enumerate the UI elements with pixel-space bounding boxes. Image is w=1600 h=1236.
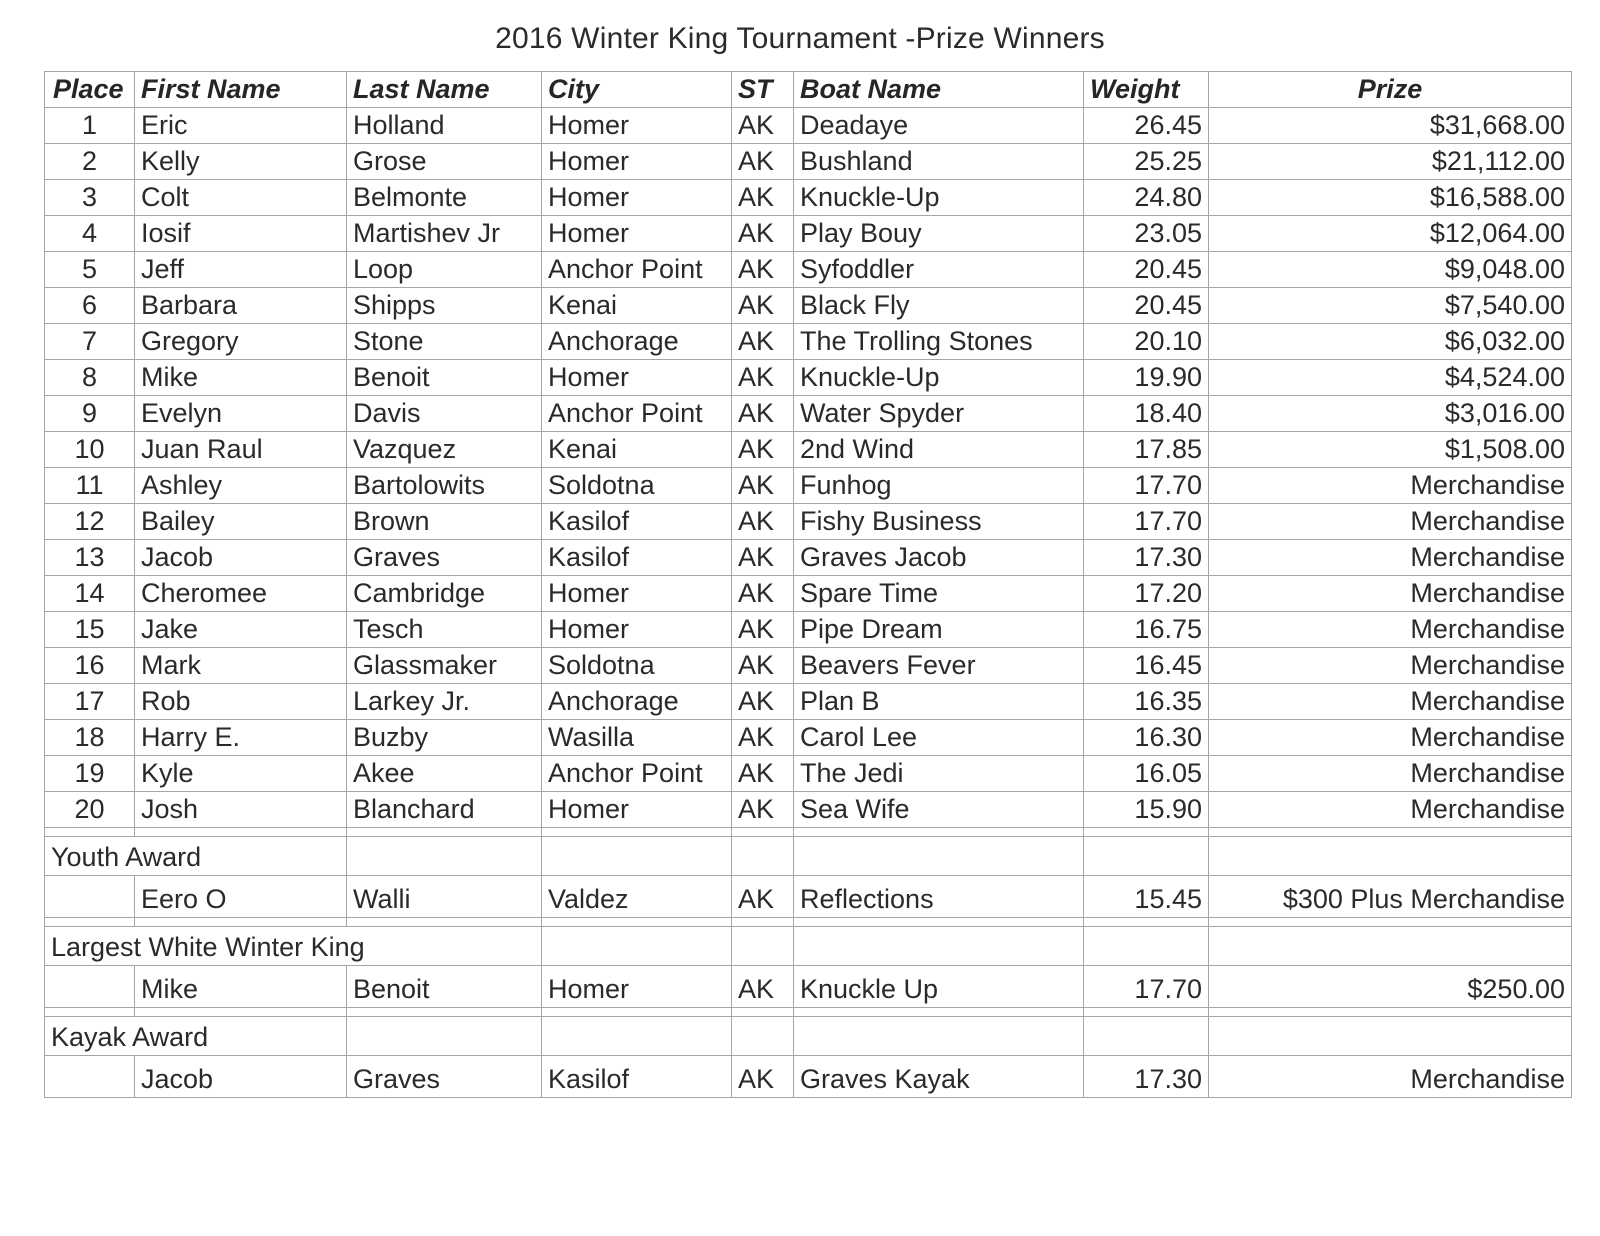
spacer-cell bbox=[542, 828, 732, 837]
prize-cell: $31,668.00 bbox=[1209, 108, 1572, 144]
state-cell: AK bbox=[732, 396, 794, 432]
prize-cell: Merchandise bbox=[1209, 576, 1572, 612]
state-cell: AK bbox=[732, 876, 794, 918]
weight-cell: 23.05 bbox=[1084, 216, 1209, 252]
spacer-cell bbox=[1209, 918, 1572, 927]
prize-cell: Merchandise bbox=[1209, 648, 1572, 684]
column-header-prize: Prize bbox=[1209, 72, 1572, 108]
spacer-cell bbox=[135, 828, 347, 837]
last-name-cell: Brown bbox=[347, 504, 542, 540]
spacer-cell bbox=[347, 1008, 542, 1017]
state-cell: AK bbox=[732, 504, 794, 540]
prize-cell: $3,016.00 bbox=[1209, 396, 1572, 432]
weight-cell: 20.45 bbox=[1084, 288, 1209, 324]
empty-cell bbox=[1209, 927, 1572, 966]
last-name-cell: Martishev Jr bbox=[347, 216, 542, 252]
award-title: Youth Award bbox=[45, 837, 347, 876]
spacer-cell bbox=[347, 828, 542, 837]
boat-name-cell: Knuckle-Up bbox=[794, 360, 1084, 396]
table-row bbox=[45, 144, 1572, 180]
prize-cell: Merchandise bbox=[1209, 792, 1572, 828]
weight-cell: 20.10 bbox=[1084, 324, 1209, 360]
first-name-cell: Evelyn bbox=[135, 396, 347, 432]
state-cell: AK bbox=[732, 324, 794, 360]
column-header-city: City bbox=[542, 72, 732, 108]
city-cell: Soldotna bbox=[542, 468, 732, 504]
spacer-cell bbox=[1084, 918, 1209, 927]
award-heading-row bbox=[45, 1017, 1572, 1056]
place-cell: 14 bbox=[45, 576, 135, 612]
boat-name-cell: Reflections bbox=[794, 876, 1084, 918]
empty-cell bbox=[1209, 837, 1572, 876]
first-name-cell: Jake bbox=[135, 612, 347, 648]
boat-name-cell: Fishy Business bbox=[794, 504, 1084, 540]
weight-cell: 26.45 bbox=[1084, 108, 1209, 144]
city-cell: Wasilla bbox=[542, 720, 732, 756]
prize-cell: $300 Plus Merchandise bbox=[1209, 876, 1572, 918]
prize-cell: $21,112.00 bbox=[1209, 144, 1572, 180]
city-cell: Anchor Point bbox=[542, 756, 732, 792]
winners-list bbox=[45, 108, 1572, 828]
prize-cell: $4,524.00 bbox=[1209, 360, 1572, 396]
last-name-cell: Bartolowits bbox=[347, 468, 542, 504]
prize-cell: $7,540.00 bbox=[1209, 288, 1572, 324]
city-cell: Valdez bbox=[542, 876, 732, 918]
boat-name-cell: The Jedi bbox=[794, 756, 1084, 792]
first-name-cell: Iosif bbox=[135, 216, 347, 252]
empty-cell bbox=[1209, 1017, 1572, 1056]
award-heading-row bbox=[45, 927, 1572, 966]
weight-cell: 24.80 bbox=[1084, 180, 1209, 216]
prize-cell: Merchandise bbox=[1209, 612, 1572, 648]
prize-cell: $1,508.00 bbox=[1209, 432, 1572, 468]
place-cell: 1 bbox=[45, 108, 135, 144]
table-row bbox=[45, 648, 1572, 684]
prize-cell: $16,588.00 bbox=[1209, 180, 1572, 216]
column-header-place: Place bbox=[45, 72, 135, 108]
state-cell: AK bbox=[732, 576, 794, 612]
last-name-cell: Walli bbox=[347, 876, 542, 918]
column-header-boat-name: Boat Name bbox=[794, 72, 1084, 108]
prize-cell: $9,048.00 bbox=[1209, 252, 1572, 288]
city-cell: Kasilof bbox=[542, 504, 732, 540]
spacer-row bbox=[45, 918, 1572, 927]
city-cell: Homer bbox=[542, 792, 732, 828]
boat-name-cell: Carol Lee bbox=[794, 720, 1084, 756]
table-row bbox=[45, 756, 1572, 792]
prize-cell: $12,064.00 bbox=[1209, 216, 1572, 252]
first-name-cell: Mike bbox=[135, 966, 347, 1008]
weight-cell: 17.70 bbox=[1084, 504, 1209, 540]
boat-name-cell: The Trolling Stones bbox=[794, 324, 1084, 360]
last-name-cell: Cambridge bbox=[347, 576, 542, 612]
spacer-cell bbox=[45, 1008, 135, 1017]
empty-cell bbox=[347, 1017, 542, 1056]
weight-cell: 17.30 bbox=[1084, 1056, 1209, 1098]
city-cell: Soldotna bbox=[542, 648, 732, 684]
table-row bbox=[45, 684, 1572, 720]
spacer-row bbox=[45, 828, 1572, 837]
city-cell: Homer bbox=[542, 108, 732, 144]
state-cell: AK bbox=[732, 966, 794, 1008]
award-title: Kayak Award bbox=[45, 1017, 347, 1056]
city-cell: Kasilof bbox=[542, 1056, 732, 1098]
prize-cell: Merchandise bbox=[1209, 504, 1572, 540]
first-name-cell: Mark bbox=[135, 648, 347, 684]
city-cell: Anchor Point bbox=[542, 396, 732, 432]
first-name-cell: Jacob bbox=[135, 1056, 347, 1098]
last-name-cell: Shipps bbox=[347, 288, 542, 324]
empty-cell bbox=[1084, 1017, 1209, 1056]
spacer-cell bbox=[794, 828, 1084, 837]
empty-place-cell bbox=[45, 1056, 135, 1098]
weight-cell: 16.75 bbox=[1084, 612, 1209, 648]
city-cell: Homer bbox=[542, 180, 732, 216]
city-cell: Kenai bbox=[542, 432, 732, 468]
spacer-cell bbox=[1209, 828, 1572, 837]
prize-cell: $6,032.00 bbox=[1209, 324, 1572, 360]
place-cell: 7 bbox=[45, 324, 135, 360]
empty-cell bbox=[732, 927, 794, 966]
spacer-cell bbox=[732, 918, 794, 927]
place-cell: 12 bbox=[45, 504, 135, 540]
state-cell: AK bbox=[732, 720, 794, 756]
first-name-cell: Cheromee bbox=[135, 576, 347, 612]
prize-cell: $250.00 bbox=[1209, 966, 1572, 1008]
empty-cell bbox=[542, 1017, 732, 1056]
place-cell: 9 bbox=[45, 396, 135, 432]
table-row bbox=[45, 540, 1572, 576]
empty-cell bbox=[794, 1017, 1084, 1056]
empty-cell bbox=[794, 837, 1084, 876]
last-name-cell: Benoit bbox=[347, 360, 542, 396]
last-name-cell: Belmonte bbox=[347, 180, 542, 216]
spacer-cell bbox=[732, 828, 794, 837]
table-row bbox=[45, 324, 1572, 360]
state-cell: AK bbox=[732, 216, 794, 252]
place-cell: 4 bbox=[45, 216, 135, 252]
place-cell: 2 bbox=[45, 144, 135, 180]
table-row bbox=[45, 360, 1572, 396]
first-name-cell: Kelly bbox=[135, 144, 347, 180]
awards-list bbox=[45, 828, 1572, 1098]
first-name-cell: Mike bbox=[135, 360, 347, 396]
state-cell: AK bbox=[732, 684, 794, 720]
state-cell: AK bbox=[732, 144, 794, 180]
boat-name-cell: Bushland bbox=[794, 144, 1084, 180]
empty-cell bbox=[732, 1017, 794, 1056]
prize-winners-table bbox=[44, 71, 1572, 1098]
last-name-cell: Glassmaker bbox=[347, 648, 542, 684]
place-cell: 10 bbox=[45, 432, 135, 468]
weight-cell: 17.70 bbox=[1084, 966, 1209, 1008]
last-name-cell: Larkey Jr. bbox=[347, 684, 542, 720]
weight-cell: 19.90 bbox=[1084, 360, 1209, 396]
city-cell: Homer bbox=[542, 966, 732, 1008]
last-name-cell: Davis bbox=[347, 396, 542, 432]
empty-place-cell bbox=[45, 966, 135, 1008]
city-cell: Kasilof bbox=[542, 540, 732, 576]
spacer-cell bbox=[135, 1008, 347, 1017]
boat-name-cell: Graves Jacob bbox=[794, 540, 1084, 576]
boat-name-cell: Graves Kayak bbox=[794, 1056, 1084, 1098]
weight-cell: 16.30 bbox=[1084, 720, 1209, 756]
first-name-cell: Eric bbox=[135, 108, 347, 144]
table-row bbox=[45, 432, 1572, 468]
table-row bbox=[45, 720, 1572, 756]
table-row bbox=[45, 504, 1572, 540]
city-cell: Homer bbox=[542, 360, 732, 396]
table-row bbox=[45, 108, 1572, 144]
header-row bbox=[45, 72, 1572, 108]
first-name-cell: Ashley bbox=[135, 468, 347, 504]
weight-cell: 20.45 bbox=[1084, 252, 1209, 288]
table-row bbox=[45, 576, 1572, 612]
city-cell: Anchor Point bbox=[542, 252, 732, 288]
table-row bbox=[45, 612, 1572, 648]
place-cell: 18 bbox=[45, 720, 135, 756]
column-header-state: ST bbox=[732, 72, 794, 108]
weight-cell: 18.40 bbox=[1084, 396, 1209, 432]
place-cell: 19 bbox=[45, 756, 135, 792]
empty-cell bbox=[732, 837, 794, 876]
first-name-cell: Kyle bbox=[135, 756, 347, 792]
place-cell: 16 bbox=[45, 648, 135, 684]
state-cell: AK bbox=[732, 1056, 794, 1098]
last-name-cell: Tesch bbox=[347, 612, 542, 648]
state-cell: AK bbox=[732, 252, 794, 288]
weight-cell: 16.35 bbox=[1084, 684, 1209, 720]
spacer-cell bbox=[1209, 1008, 1572, 1017]
prize-cell: Merchandise bbox=[1209, 684, 1572, 720]
spacer-cell bbox=[135, 918, 347, 927]
last-name-cell: Graves bbox=[347, 1056, 542, 1098]
state-cell: AK bbox=[732, 288, 794, 324]
weight-cell: 17.20 bbox=[1084, 576, 1209, 612]
award-heading-row bbox=[45, 837, 1572, 876]
state-cell: AK bbox=[732, 540, 794, 576]
state-cell: AK bbox=[732, 468, 794, 504]
weight-cell: 16.05 bbox=[1084, 756, 1209, 792]
last-name-cell: Benoit bbox=[347, 966, 542, 1008]
weight-cell: 17.85 bbox=[1084, 432, 1209, 468]
first-name-cell: Jacob bbox=[135, 540, 347, 576]
city-cell: Homer bbox=[542, 576, 732, 612]
table-row bbox=[45, 180, 1572, 216]
prize-cell: Merchandise bbox=[1209, 756, 1572, 792]
place-cell: 13 bbox=[45, 540, 135, 576]
spacer-cell bbox=[45, 828, 135, 837]
last-name-cell: Holland bbox=[347, 108, 542, 144]
place-cell: 17 bbox=[45, 684, 135, 720]
city-cell: Homer bbox=[542, 612, 732, 648]
last-name-cell: Buzby bbox=[347, 720, 542, 756]
first-name-cell: Eero O bbox=[135, 876, 347, 918]
last-name-cell: Loop bbox=[347, 252, 542, 288]
first-name-cell: Colt bbox=[135, 180, 347, 216]
boat-name-cell: Knuckle Up bbox=[794, 966, 1084, 1008]
boat-name-cell: Pipe Dream bbox=[794, 612, 1084, 648]
first-name-cell: Harry E. bbox=[135, 720, 347, 756]
spacer-cell bbox=[542, 1008, 732, 1017]
prize-cell: Merchandise bbox=[1209, 540, 1572, 576]
empty-cell bbox=[794, 927, 1084, 966]
boat-name-cell: 2nd Wind bbox=[794, 432, 1084, 468]
boat-name-cell: Play Bouy bbox=[794, 216, 1084, 252]
award-title: Largest White Winter King bbox=[45, 927, 542, 966]
weight-cell: 16.45 bbox=[1084, 648, 1209, 684]
empty-cell bbox=[542, 927, 732, 966]
city-cell: Homer bbox=[542, 144, 732, 180]
boat-name-cell: Black Fly bbox=[794, 288, 1084, 324]
last-name-cell: Grose bbox=[347, 144, 542, 180]
award-winner-row bbox=[45, 966, 1572, 1008]
boat-name-cell: Beavers Fever bbox=[794, 648, 1084, 684]
spacer-cell bbox=[1084, 1008, 1209, 1017]
boat-name-cell: Knuckle-Up bbox=[794, 180, 1084, 216]
weight-cell: 17.70 bbox=[1084, 468, 1209, 504]
weight-cell: 15.90 bbox=[1084, 792, 1209, 828]
state-cell: AK bbox=[732, 180, 794, 216]
boat-name-cell: Funhog bbox=[794, 468, 1084, 504]
state-cell: AK bbox=[732, 108, 794, 144]
empty-place-cell bbox=[45, 876, 135, 918]
last-name-cell: Blanchard bbox=[347, 792, 542, 828]
place-cell: 3 bbox=[45, 180, 135, 216]
boat-name-cell: Sea Wife bbox=[794, 792, 1084, 828]
place-cell: 5 bbox=[45, 252, 135, 288]
place-cell: 15 bbox=[45, 612, 135, 648]
place-cell: 11 bbox=[45, 468, 135, 504]
spacer-cell bbox=[732, 1008, 794, 1017]
state-cell: AK bbox=[732, 756, 794, 792]
spacer-cell bbox=[45, 918, 135, 927]
place-cell: 6 bbox=[45, 288, 135, 324]
column-header-first-name: First Name bbox=[135, 72, 347, 108]
spacer-cell bbox=[794, 918, 1084, 927]
table-row bbox=[45, 252, 1572, 288]
first-name-cell: Rob bbox=[135, 684, 347, 720]
state-cell: AK bbox=[732, 612, 794, 648]
boat-name-cell: Water Spyder bbox=[794, 396, 1084, 432]
first-name-cell: Barbara bbox=[135, 288, 347, 324]
award-winner-row bbox=[45, 876, 1572, 918]
column-header-last-name: Last Name bbox=[347, 72, 542, 108]
weight-cell: 17.30 bbox=[1084, 540, 1209, 576]
spacer-cell bbox=[347, 918, 542, 927]
first-name-cell: Josh bbox=[135, 792, 347, 828]
boat-name-cell: Plan B bbox=[794, 684, 1084, 720]
last-name-cell: Vazquez bbox=[347, 432, 542, 468]
boat-name-cell: Deadaye bbox=[794, 108, 1084, 144]
empty-cell bbox=[542, 837, 732, 876]
first-name-cell: Jeff bbox=[135, 252, 347, 288]
boat-name-cell: Spare Time bbox=[794, 576, 1084, 612]
state-cell: AK bbox=[732, 648, 794, 684]
last-name-cell: Stone bbox=[347, 324, 542, 360]
place-cell: 20 bbox=[45, 792, 135, 828]
first-name-cell: Juan Raul bbox=[135, 432, 347, 468]
empty-cell bbox=[1084, 837, 1209, 876]
weight-cell: 15.45 bbox=[1084, 876, 1209, 918]
spacer-cell bbox=[542, 918, 732, 927]
page-title: 2016 Winter King Tournament -Prize Winners bbox=[495, 22, 1105, 55]
place-cell: 8 bbox=[45, 360, 135, 396]
city-cell: Kenai bbox=[542, 288, 732, 324]
table-row bbox=[45, 216, 1572, 252]
state-cell: AK bbox=[732, 432, 794, 468]
last-name-cell: Akee bbox=[347, 756, 542, 792]
table-row bbox=[45, 288, 1572, 324]
last-name-cell: Graves bbox=[347, 540, 542, 576]
table-row bbox=[45, 468, 1572, 504]
empty-cell bbox=[1084, 927, 1209, 966]
empty-cell bbox=[347, 837, 542, 876]
prize-cell: Merchandise bbox=[1209, 1056, 1572, 1098]
table-row bbox=[45, 396, 1572, 432]
first-name-cell: Gregory bbox=[135, 324, 347, 360]
city-cell: Homer bbox=[542, 216, 732, 252]
boat-name-cell: Syfoddler bbox=[794, 252, 1084, 288]
table-row bbox=[45, 792, 1572, 828]
spacer-cell bbox=[794, 1008, 1084, 1017]
spacer-cell bbox=[1084, 828, 1209, 837]
prize-cell: Merchandise bbox=[1209, 720, 1572, 756]
state-cell: AK bbox=[732, 360, 794, 396]
city-cell: Anchorage bbox=[542, 324, 732, 360]
weight-cell: 25.25 bbox=[1084, 144, 1209, 180]
prize-cell: Merchandise bbox=[1209, 468, 1572, 504]
spacer-row bbox=[45, 1008, 1572, 1017]
first-name-cell: Bailey bbox=[135, 504, 347, 540]
column-header-weight: Weight bbox=[1084, 72, 1209, 108]
award-winner-row bbox=[45, 1056, 1572, 1098]
state-cell: AK bbox=[732, 792, 794, 828]
city-cell: Anchorage bbox=[542, 684, 732, 720]
